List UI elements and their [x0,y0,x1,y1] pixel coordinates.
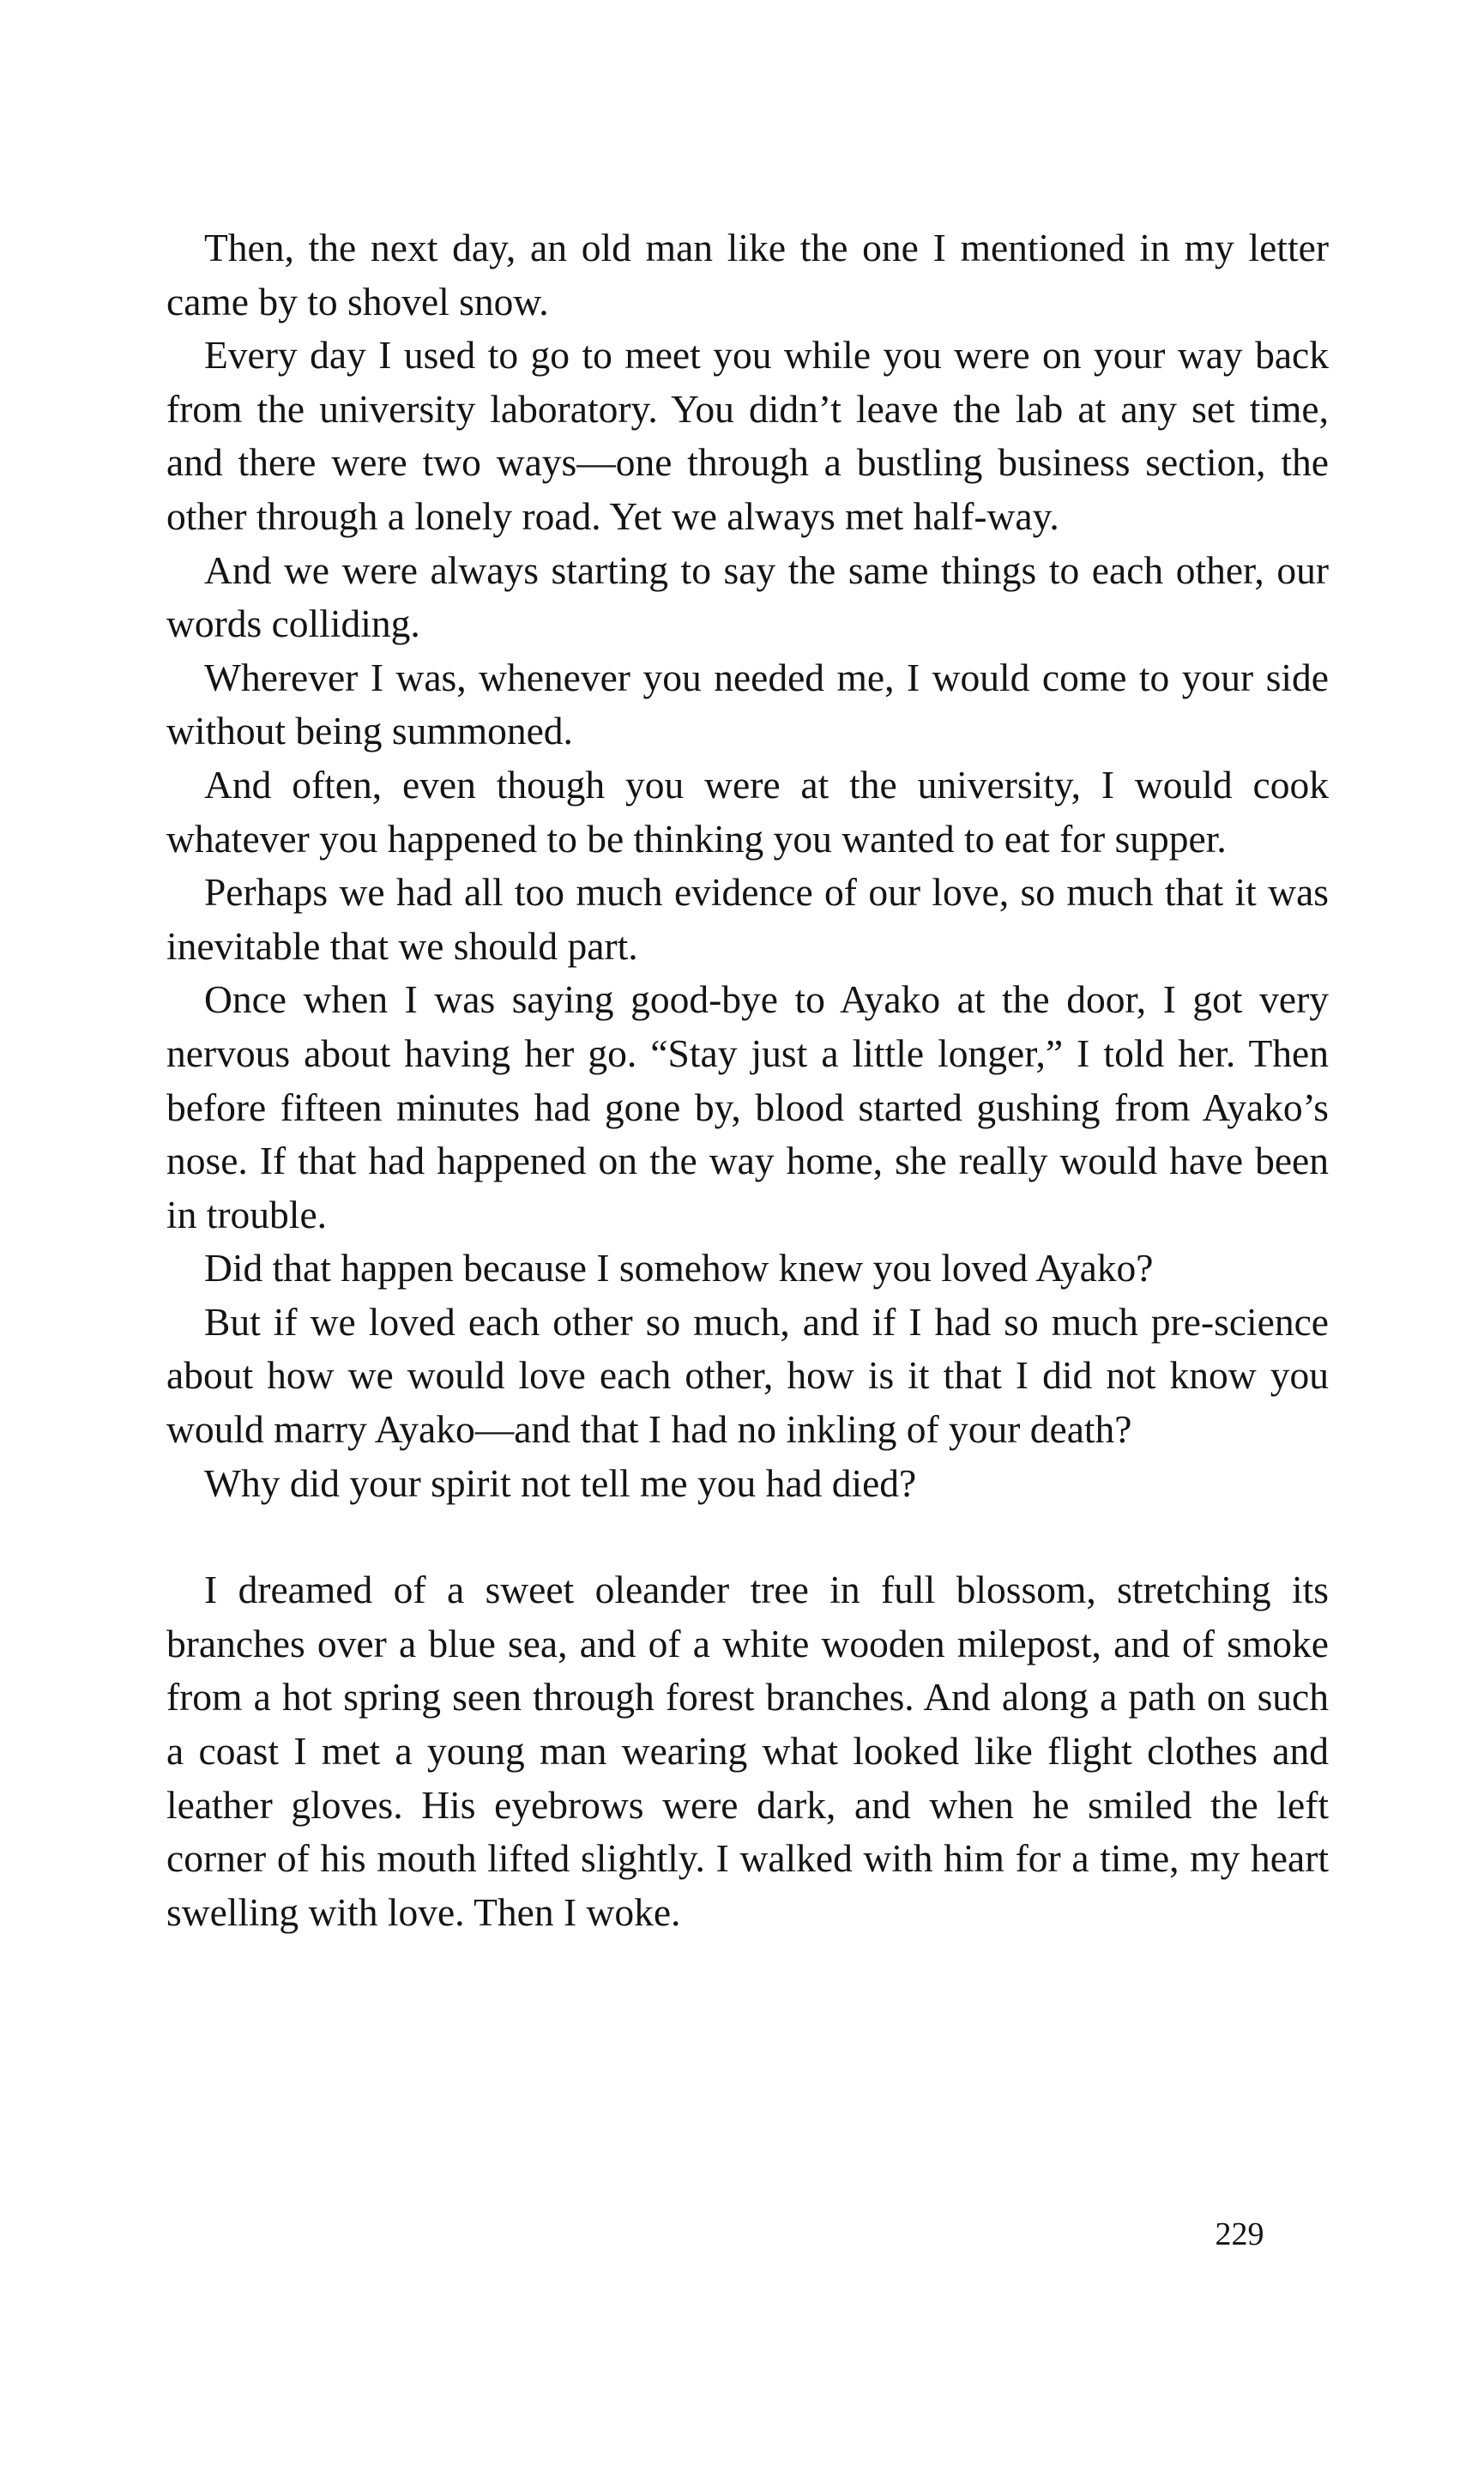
body-text [166,221,1329,1939]
section-break [166,1510,1329,1563]
paragraph-10: Why did your spirit not tell me you had died? [204,1460,917,1505]
paragraph-6: Perhaps we had all too much evidence of our love, so much that it was inevitable that we should part. [166,870,1329,968]
page-number: 229 [1215,2216,1264,2252]
paragraph-8: Did that happen because I somehow knew you loved Ayako? [204,1246,1154,1290]
paragraph-11: I dreamed of a sweet oleander tree in full blossom, stretching its branches over a blue sea, and of a white wooden milepost, and of smoke from a hot spring seen through forest branches. And along a path on such a coast I met a young man wearing what looked like flight clothes and leather gloves. His eyebrows were dark, and when he smiled the left corner of his mouth lifted slightly. I walked with him for a time, my heart swelling with love. Then I woke. [166,1568,1329,1934]
paragraph-2: Every day I used to go to meet you while you were on your way back from the university laboratory. You didn’t leave the lab at any set time, and there were two ways—one through a bustling business section, the other through a lonely road. Yet we always met half-way. [166,333,1329,538]
paragraph-9: But if we loved each other so much, and if I had so much pre-science about how we would love each other, how is it that I did not know you would marry Ayako—and that I had no inkling of your death? [166,1299,1329,1452]
paragraph-4: Wherever I was, whenever you needed me, I would come to your side without being summoned. [166,655,1329,753]
paragraph-3: And we were always starting to say the same things to each other, our words colliding. [166,547,1329,646]
paragraph-7: Once when I was saying good-bye to Ayako at the door, I got very nervous about having her go. “Stay just a little longer,” I told her. Then before fifteen minutes had gone by, blood started gushing from Ayako’s nose. If that had happened on the way home, she really would have been in trouble. [166,977,1329,1236]
paragraph-5: And often, even though you were at the university, I would cook whatever you happened to be thinking you wanted to eat for supper. [166,762,1329,861]
paragraph-1: Then, the next day, an old man like the one I mentioned in my letter came by to shovel snow. [166,226,1329,323]
